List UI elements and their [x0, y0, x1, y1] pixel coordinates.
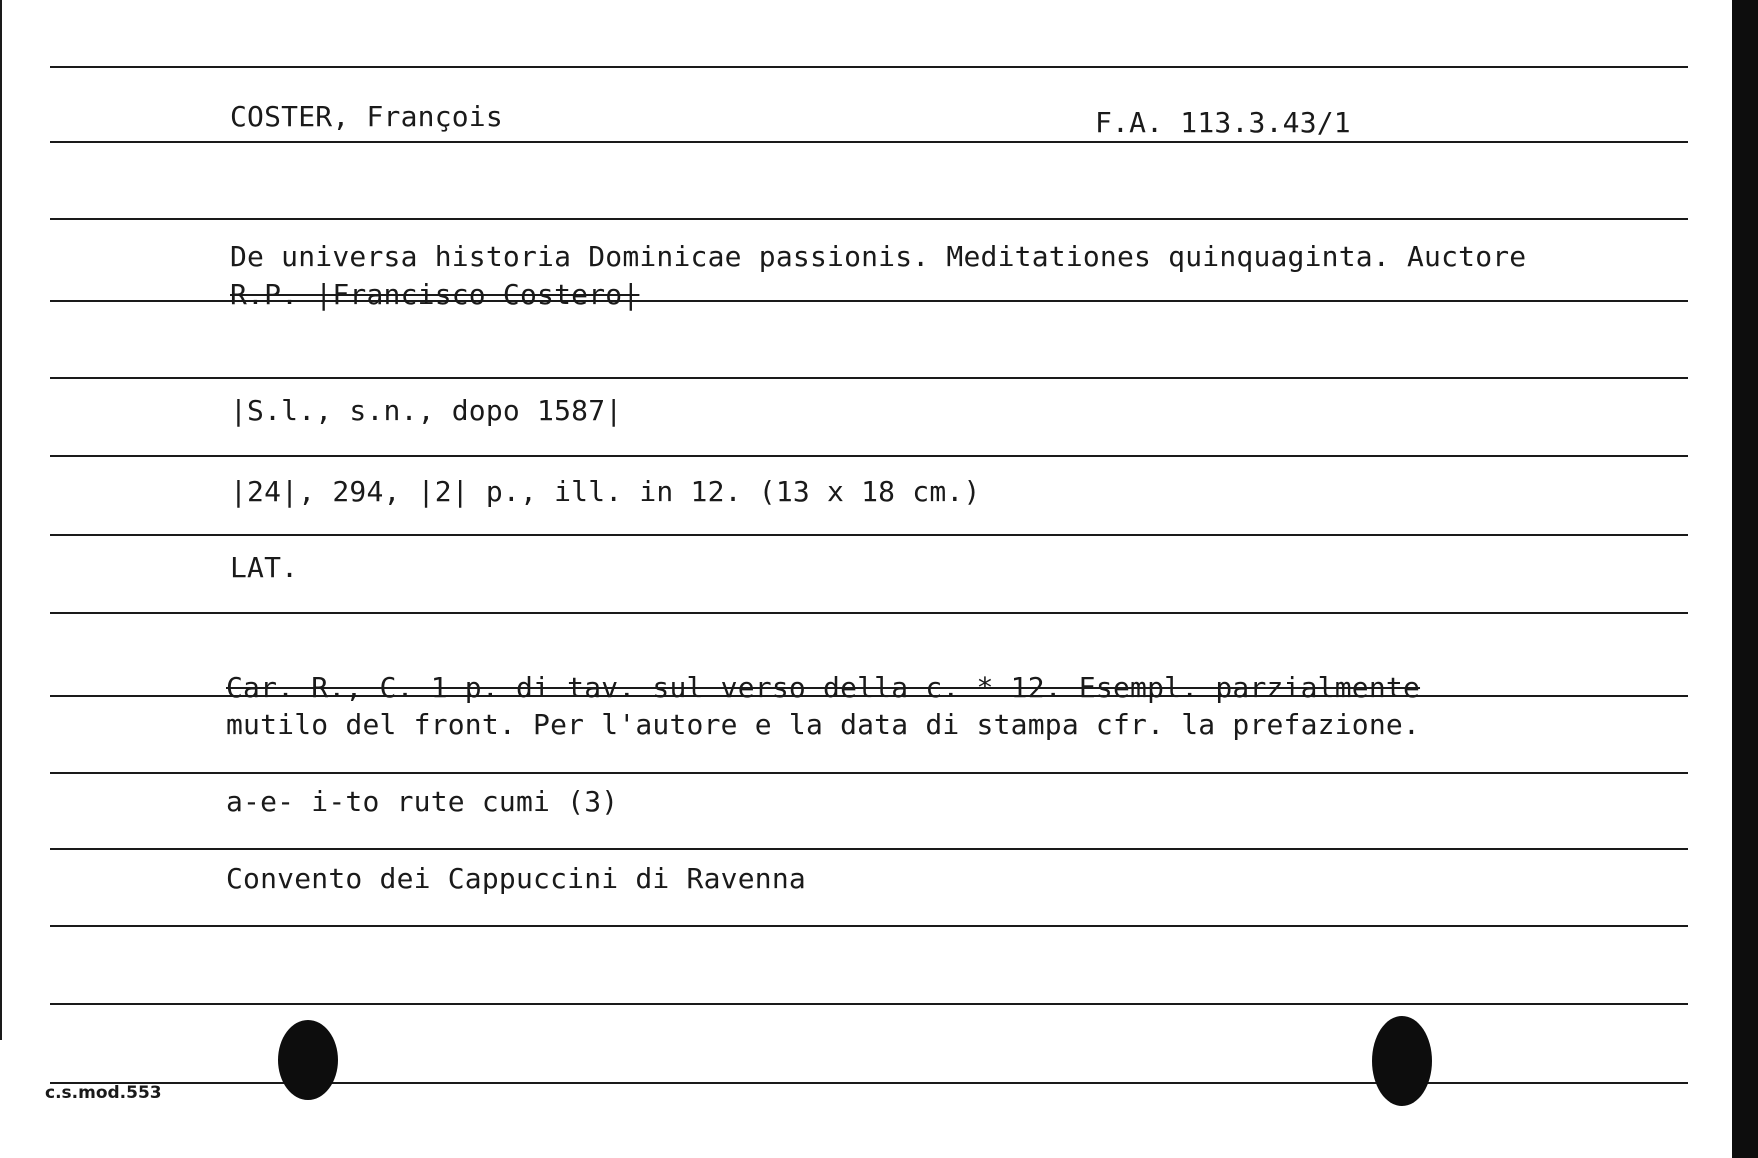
author-heading: COSTER, François	[230, 100, 503, 133]
rule-line	[50, 925, 1688, 927]
rule-line	[50, 772, 1688, 774]
form-code: c.s.mod.553	[45, 1083, 162, 1103]
rule-line	[50, 66, 1688, 68]
rule-line	[50, 218, 1688, 220]
rule-line	[50, 534, 1688, 536]
rule-line	[50, 141, 1688, 143]
shelfmark: F.A. 113.3.43/1	[1095, 106, 1351, 139]
title-line-1: De universa historia Dominicae passionis. Meditationes quinquaginta. Auctore	[230, 240, 1527, 273]
rule-line	[50, 848, 1688, 850]
rule-line	[50, 1003, 1688, 1005]
notes-line-2: mutilo del front. Per l'autore e la data di stampa cfr. la prefazione.	[226, 708, 1421, 741]
fingerprint: a-e- i-to rute cumi (3)	[226, 785, 619, 818]
language: LAT.	[230, 551, 299, 584]
punch-hole-right	[1372, 1016, 1432, 1106]
rule-line	[50, 455, 1688, 457]
collation: |24|, 294, |2| p., ill. in 12. (13 x 18 cm.)	[230, 475, 981, 508]
rule-line	[50, 612, 1688, 614]
card-edge-right	[1732, 0, 1758, 1158]
card-edge-left	[0, 0, 2, 1040]
imprint: |S.l., s.n., dopo 1587|	[230, 394, 623, 427]
rule-line	[50, 377, 1688, 379]
notes-line-1: Car. R., C. 1 p. di tav. sul verso della c. * 12. Esempl. parzialmente	[226, 671, 1421, 704]
provenance: Convento dei Cappuccini di Ravenna	[226, 862, 806, 895]
punch-hole-left	[278, 1020, 338, 1100]
title-line-2: R.P. |Francisco Costero|	[230, 278, 640, 311]
